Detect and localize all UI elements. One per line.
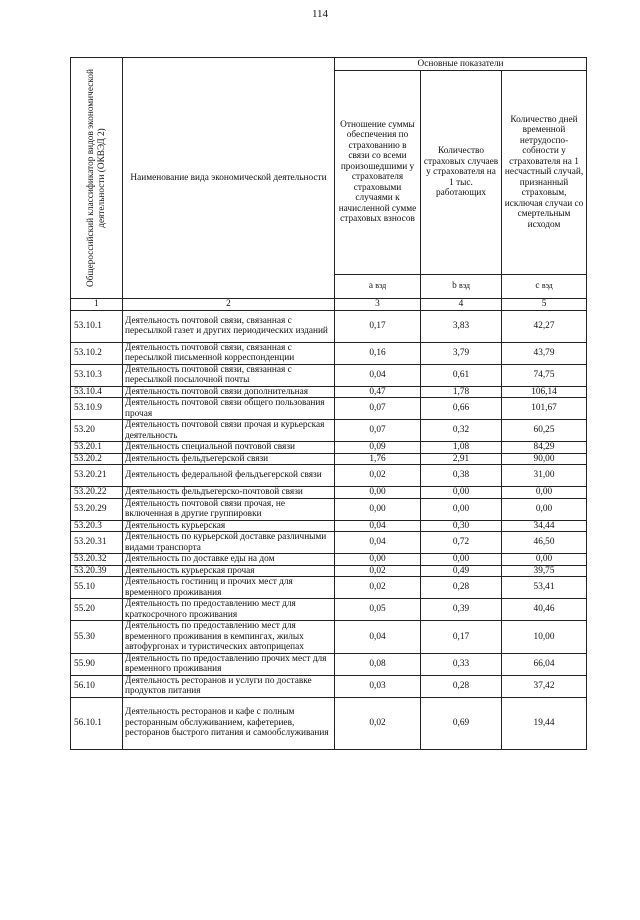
row-name: Деятельность почтовой связи, связанная с пересылкой посылочной почты	[123, 364, 335, 386]
row-name: Деятельность почтовой связи общего пользования прочая	[123, 398, 335, 420]
row-code: 53.10.3	[71, 364, 123, 386]
col-number-1: 1	[71, 299, 123, 311]
row-code: 55.30	[71, 621, 123, 654]
row-value-c: 31,00	[502, 465, 587, 487]
row-value-a: 0,16	[335, 342, 421, 364]
row-code: 55.10	[71, 577, 123, 599]
row-name: Деятельность специальной почтовой связи	[123, 442, 335, 454]
col-a-header: Отношение суммы обеспечения по страхованию в связи со всеми произошедшими у страхователя страховыми случаями к начисленной сумме страховых взносов	[335, 71, 421, 275]
row-value-b: 0,17	[421, 621, 502, 654]
row-value-a: 0,07	[335, 420, 421, 442]
row-name: Деятельность курьерская прочая	[123, 565, 335, 577]
table-row	[71, 420, 587, 442]
table-row	[71, 342, 587, 364]
row-code: 53.10.1	[71, 310, 123, 342]
row-value-c: 90,00	[502, 453, 587, 465]
row-value-b: 0,38	[421, 465, 502, 487]
table-row	[71, 398, 587, 420]
row-name: Деятельность почтовой связи, связанная с пересылкой письменной корреспонденции	[123, 342, 335, 364]
row-value-b: 0,28	[421, 577, 502, 599]
row-value-b: 0,39	[421, 599, 502, 621]
table-row	[71, 554, 587, 566]
row-value-b: 1,78	[421, 386, 502, 398]
row-name: Деятельность по предоставлению прочих мест для временного проживания	[123, 653, 335, 675]
row-code: 55.20	[71, 599, 123, 621]
row-value-a: 0,17	[335, 310, 421, 342]
row-value-c: 42,27	[502, 310, 587, 342]
row-value-c: 84,29	[502, 442, 587, 454]
okved-header	[71, 58, 123, 299]
row-value-b: 0,49	[421, 565, 502, 577]
col-b-symbol	[421, 274, 502, 298]
row-code: 53.20	[71, 420, 123, 442]
row-value-b: 0,33	[421, 653, 502, 675]
col-c-symbol	[502, 274, 587, 298]
row-code: 53.10.9	[71, 398, 123, 420]
row-code: 53.10.2	[71, 342, 123, 364]
row-value-b: 0,00	[421, 554, 502, 566]
table-row	[71, 498, 587, 520]
row-value-b: 1,08	[421, 442, 502, 454]
row-value-a: 0,47	[335, 386, 421, 398]
row-name: Деятельность по курьерской доставке различными видами транспорта	[123, 532, 335, 554]
symbol-c: c	[535, 281, 540, 292]
row-value-a: 0,00	[335, 498, 421, 520]
row-value-c: 43,79	[502, 342, 587, 364]
col-b-header: Количество страховых случаев у страхователя на 1 тыс. работающих	[421, 71, 502, 275]
okved-header-text: Общероссийский классификатор видов экономической деятельности (ОКВЭД 2)	[85, 69, 107, 287]
row-value-a: 0,04	[335, 520, 421, 532]
row-value-a: 0,05	[335, 599, 421, 621]
row-value-c: 46,50	[502, 532, 587, 554]
row-value-c: 74,75	[502, 364, 587, 386]
row-code: 53.20.22	[71, 487, 123, 499]
table-row	[71, 653, 587, 675]
row-name: Деятельность федеральной фельдъегерской связи	[123, 465, 335, 487]
row-value-c: 10,00	[502, 621, 587, 654]
row-code: 53.20.39	[71, 565, 123, 577]
row-value-a: 0,04	[335, 621, 421, 654]
col-number-4: 4	[421, 299, 502, 311]
table-row	[71, 364, 587, 386]
row-name: Деятельность почтовой связи прочая, не включенная в другие группировки	[123, 498, 335, 520]
row-value-c: 0,00	[502, 498, 587, 520]
row-value-b: 0,32	[421, 420, 502, 442]
row-value-c: 0,00	[502, 487, 587, 499]
row-name: Деятельность гостиниц и прочих мест для временного проживания	[123, 577, 335, 599]
row-value-b: 0,69	[421, 697, 502, 749]
row-value-c: 40,46	[502, 599, 587, 621]
main-indicators-header: Основные показатели	[335, 58, 587, 71]
row-name: Деятельность ресторанов и услуги по доставке продуктов питания	[123, 675, 335, 697]
row-code: 53.20.32	[71, 554, 123, 566]
row-name: Деятельность почтовой связи дополнительная	[123, 386, 335, 398]
row-value-c: 19,44	[502, 697, 587, 749]
row-value-a: 0,00	[335, 554, 421, 566]
table-row	[71, 465, 587, 487]
symbol-a: a	[368, 281, 373, 292]
row-value-b: 0,00	[421, 487, 502, 499]
col-number-5: 5	[502, 299, 587, 311]
row-name: Деятельность по доставке еды на дом	[123, 554, 335, 566]
symbol-b: b	[452, 281, 457, 292]
col-number-2: 2	[123, 299, 335, 311]
row-name: Деятельность по предоставлению мест для краткосрочного проживания	[123, 599, 335, 621]
row-value-a: 0,07	[335, 398, 421, 420]
row-value-c: 101,67	[502, 398, 587, 420]
row-code: 53.20.1	[71, 442, 123, 454]
row-value-b: 0,30	[421, 520, 502, 532]
row-code: 56.10.1	[71, 697, 123, 749]
row-value-c: 34,44	[502, 520, 587, 532]
row-value-a: 0,00	[335, 487, 421, 499]
row-value-a: 0,08	[335, 653, 421, 675]
col-a-symbol	[335, 274, 421, 298]
row-value-c: 60,25	[502, 420, 587, 442]
symbol-b-sub: вэд	[459, 281, 470, 291]
row-value-c: 106,14	[502, 386, 587, 398]
symbol-c-sub: вэд	[541, 281, 553, 291]
row-code: 53.20.31	[71, 532, 123, 554]
table-row	[71, 532, 587, 554]
row-name: Деятельность курьерская	[123, 520, 335, 532]
row-name: Деятельность по предоставлению мест для временного проживания в кемпингах, жилых автофургонах и туристических автоприцепах	[123, 621, 335, 654]
row-value-c: 39,75	[502, 565, 587, 577]
row-value-b: 3,79	[421, 342, 502, 364]
row-code: 56.10	[71, 675, 123, 697]
row-value-a: 0,04	[335, 364, 421, 386]
row-code: 53.20.2	[71, 453, 123, 465]
table-row	[71, 599, 587, 621]
row-value-c: 66,04	[502, 653, 587, 675]
row-value-b: 3,83	[421, 310, 502, 342]
row-value-b: 0,66	[421, 398, 502, 420]
table-row	[71, 621, 587, 654]
row-value-a: 0,02	[335, 565, 421, 577]
row-code: 53.20.21	[71, 465, 123, 487]
table-row	[71, 577, 587, 599]
table-row	[71, 386, 587, 398]
table-row	[71, 565, 587, 577]
activity-header: Наименование вида экономической деятельности	[123, 58, 335, 299]
row-name: Деятельность почтовой связи прочая и курьерская деятельность	[123, 420, 335, 442]
row-name: Деятельность ресторанов и кафе с полным ресторанным обслуживанием, кафетериев, ресторанов быстрого питания и самообслуживания	[123, 697, 335, 749]
row-code: 53.10.4	[71, 386, 123, 398]
row-value-b: 0,28	[421, 675, 502, 697]
row-code: 53.20.3	[71, 520, 123, 532]
table-row	[71, 453, 587, 465]
table-row	[71, 310, 587, 342]
col-c-header: Количество дней временной нетрудоспо-собности у страхователя на 1 несчастный случай, признанный страховым, исключая случаи со смертельным исходом	[502, 71, 587, 275]
symbol-a-sub: вэд	[375, 281, 387, 291]
row-value-a: 0,09	[335, 442, 421, 454]
indicators-table	[70, 57, 587, 750]
row-value-b: 2,91	[421, 453, 502, 465]
table-row	[71, 442, 587, 454]
row-value-a: 0,02	[335, 697, 421, 749]
row-code: 55.90	[71, 653, 123, 675]
row-value-a: 0,03	[335, 675, 421, 697]
row-value-a: 1,76	[335, 453, 421, 465]
table-row	[71, 675, 587, 697]
row-code: 53.20.29	[71, 498, 123, 520]
row-name: Деятельность фельдъегерско-почтовой связи	[123, 487, 335, 499]
row-value-b: 0,61	[421, 364, 502, 386]
row-name: Деятельность почтовой связи, связанная с пересылкой газет и других периодических изданий	[123, 310, 335, 342]
row-value-a: 0,04	[335, 532, 421, 554]
row-value-b: 0,00	[421, 498, 502, 520]
table-body	[71, 310, 587, 749]
col-number-3: 3	[335, 299, 421, 311]
table-row	[71, 487, 587, 499]
row-name: Деятельность фельдъегерской связи	[123, 453, 335, 465]
row-value-c: 0,00	[502, 554, 587, 566]
row-value-c: 37,42	[502, 675, 587, 697]
row-value-b: 0,72	[421, 532, 502, 554]
page-number: 114	[311, 8, 329, 20]
table-row	[71, 520, 587, 532]
row-value-a: 0,02	[335, 465, 421, 487]
row-value-a: 0,02	[335, 577, 421, 599]
row-value-c: 53,41	[502, 577, 587, 599]
table-row	[71, 697, 587, 749]
